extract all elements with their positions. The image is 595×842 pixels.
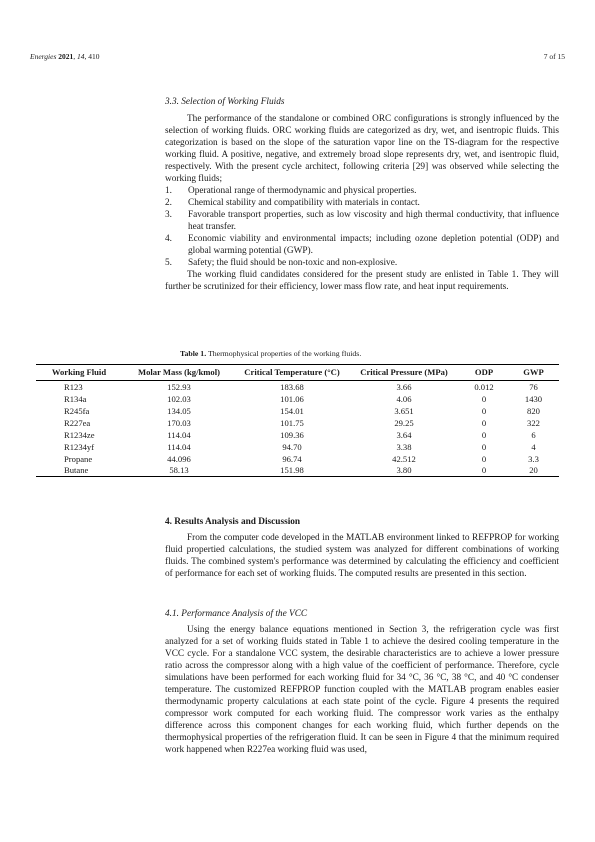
table-header-row [36,365,559,381]
table-cell: 0 [481,453,487,464]
table-row [36,381,559,393]
table-cell: 4 [531,441,536,452]
table-row [36,441,559,453]
table-cell: 3.38 [396,441,412,452]
table-cell: 0 [481,429,487,440]
table-cell: 0 [481,441,487,452]
section-4 [165,516,559,580]
table-cell: 6 [531,429,536,440]
criteria-list [0,185,559,269]
table-cell: 152.93 [167,381,191,392]
column-header: Molar Mass (kg/kmol) [122,365,236,381]
page-number: 7 of 15 [543,52,565,61]
table-cell: 94.70 [282,441,302,452]
table-cell: 58.13 [122,465,236,477]
list-item: 4. Economic viability and environmental impacts; including ozone depletion potential (ODP) and global warming potential (GWP). [165,234,559,256]
column-header: Working Fluid [36,365,122,381]
paragraph: The working fluid candidates considered for the present study are enlisted in Table 1. They will further be scrutinized for their efficiency, lower mass flow rate, and heat input requirements. [165,270,559,292]
table-cell: R245fa [64,405,90,416]
table-caption: Table 1. Thermophysical properties of the working fluids. [180,349,362,358]
paragraph: The performance of the standalone or combined ORC configurations is strongly influenced by the selection of working fluids. ORC working fluids are categorized as dry, wet, and isentropic fluids. This categorization is based on the slope of the saturation vapor line on the TS-diagram for the respective working fluid. A positive, negative, and extremely broad slope represents dry, wet, and isentropic fluid, respectively. With the present cycle architect, following criteria [29] was observed while selecting the working fluids; [165,114,559,184]
table-cell: Butane [36,465,122,477]
table-cell: 170.03 [167,417,191,428]
table-cell: 101.75 [280,417,304,428]
list-item: 3. Favorable transport properties, such as low viscosity and high thermal conductivity, that influence heat transfer. [165,210,559,232]
table-cell: Propane [64,453,93,464]
table-cell: R1234yf [64,441,95,452]
table-cell: 322 [527,417,540,428]
table-cell: 0.012 [474,381,494,392]
table-cell: 3.3 [528,453,539,464]
column-header: ODP [460,365,508,381]
table-row [36,393,559,405]
table-cell: 0 [460,465,508,477]
table-cell: 3.80 [348,465,460,477]
table-cell: 3.64 [396,429,412,440]
column-header: Critical Temperature (°C) [236,365,348,381]
section-4-1 [165,608,559,756]
table-cell: 114.04 [167,441,191,452]
list-item: 2. Chemical stability and compatibility with materials in contact. [165,198,420,208]
table-cell: 154.01 [280,405,304,416]
table-cell: 820 [527,405,540,416]
section-title: 4.1. Performance Analysis of the VCC [165,609,308,619]
table-cell: 3.651 [394,405,414,416]
section-3-3 [165,96,559,293]
table-cell: 114.04 [167,429,191,440]
paragraph: Using the energy balance equations mentioned in Section 3, the refrigeration cycle was first analyzed for a set of working fluids stated in Table 1 to achieve the desired cooling temperature in the VCC cycle. For a standalone VCC system, the desirable characteristics are to achieve a lower pressure ratio across the compressor along with a high value of the coefficient of performance. Therefore, cycle simulations have been performed for each working fluid for 34 °C, 36 °C, 38 °C, and 40 °C condenser temperature. The customized REFPROP function coupled with the MATLAB program enables easier thermodynamic property calculations at each state point of the cycle. Figure 4 presents the required compressor work computed for each working fluid. The compressor work varies as the enthalpy difference across this component changes for each working fluid, which further depends on the thermophysical properties of the refrigeration fluid. It can be seen in Figure 4 that the minimum required work happened when R227ea working fluid was used, [165,625,559,755]
table-cell: 42.512 [392,453,416,464]
table-cell: 0 [481,417,487,428]
table-cell: R227ea [64,417,91,428]
table-cell: R1234ze [64,429,95,440]
list-item: 1. Operational range of thermodynamic and physical properties. [165,186,417,196]
running-header [30,52,565,64]
table-row [36,417,559,429]
table-row [36,465,559,477]
table-cell: 0 [481,393,487,404]
paragraph: From the computer code developed in the MATLAB environment linked to REFPROP for working fluid propertied calculations, the studied system was analyzed for different combinations of working fluids. The combined system's performance was determined by calculating the efficiency and coefficient of performance for each set of working fluids. The computed results are presented in this section. [165,533,559,579]
table-cell: 76 [529,381,538,392]
table-row [36,429,559,441]
table-cell: 4.06 [396,393,412,404]
table-cell: 109.36 [280,429,304,440]
table-cell: 101.06 [280,393,304,404]
table-cell: 0 [481,405,487,416]
table-cell: 3.66 [396,381,412,392]
table-row [36,405,559,417]
table-cell: 102.03 [167,393,191,404]
thermophysical-table [36,364,559,477]
table-cell: 183.68 [280,381,304,392]
list-item: 5. Safety; the fluid should be non-toxic and non-explosive. [165,258,398,268]
table-cell: R123 [64,381,83,392]
section-title: 3.3. Selection of Working Fluids [165,97,285,107]
column-header: GWP [508,365,559,381]
table-cell: R134a [64,393,87,404]
table-cell: 20 [508,465,559,477]
column-header: Critical Pressure (MPa) [348,365,460,381]
table-cell: 134.05 [167,405,191,416]
table-cell: 151.98 [236,465,348,477]
journal-citation: Energies 2021, 14, 410 [30,52,100,61]
table-cell: 1430 [524,393,543,404]
section-title: 4. Results Analysis and Discussion [165,517,301,527]
table-cell: 29.25 [394,417,414,428]
table-cell: 96.74 [282,453,302,464]
table-row [36,453,559,465]
table-cell: 44.096 [167,453,191,464]
